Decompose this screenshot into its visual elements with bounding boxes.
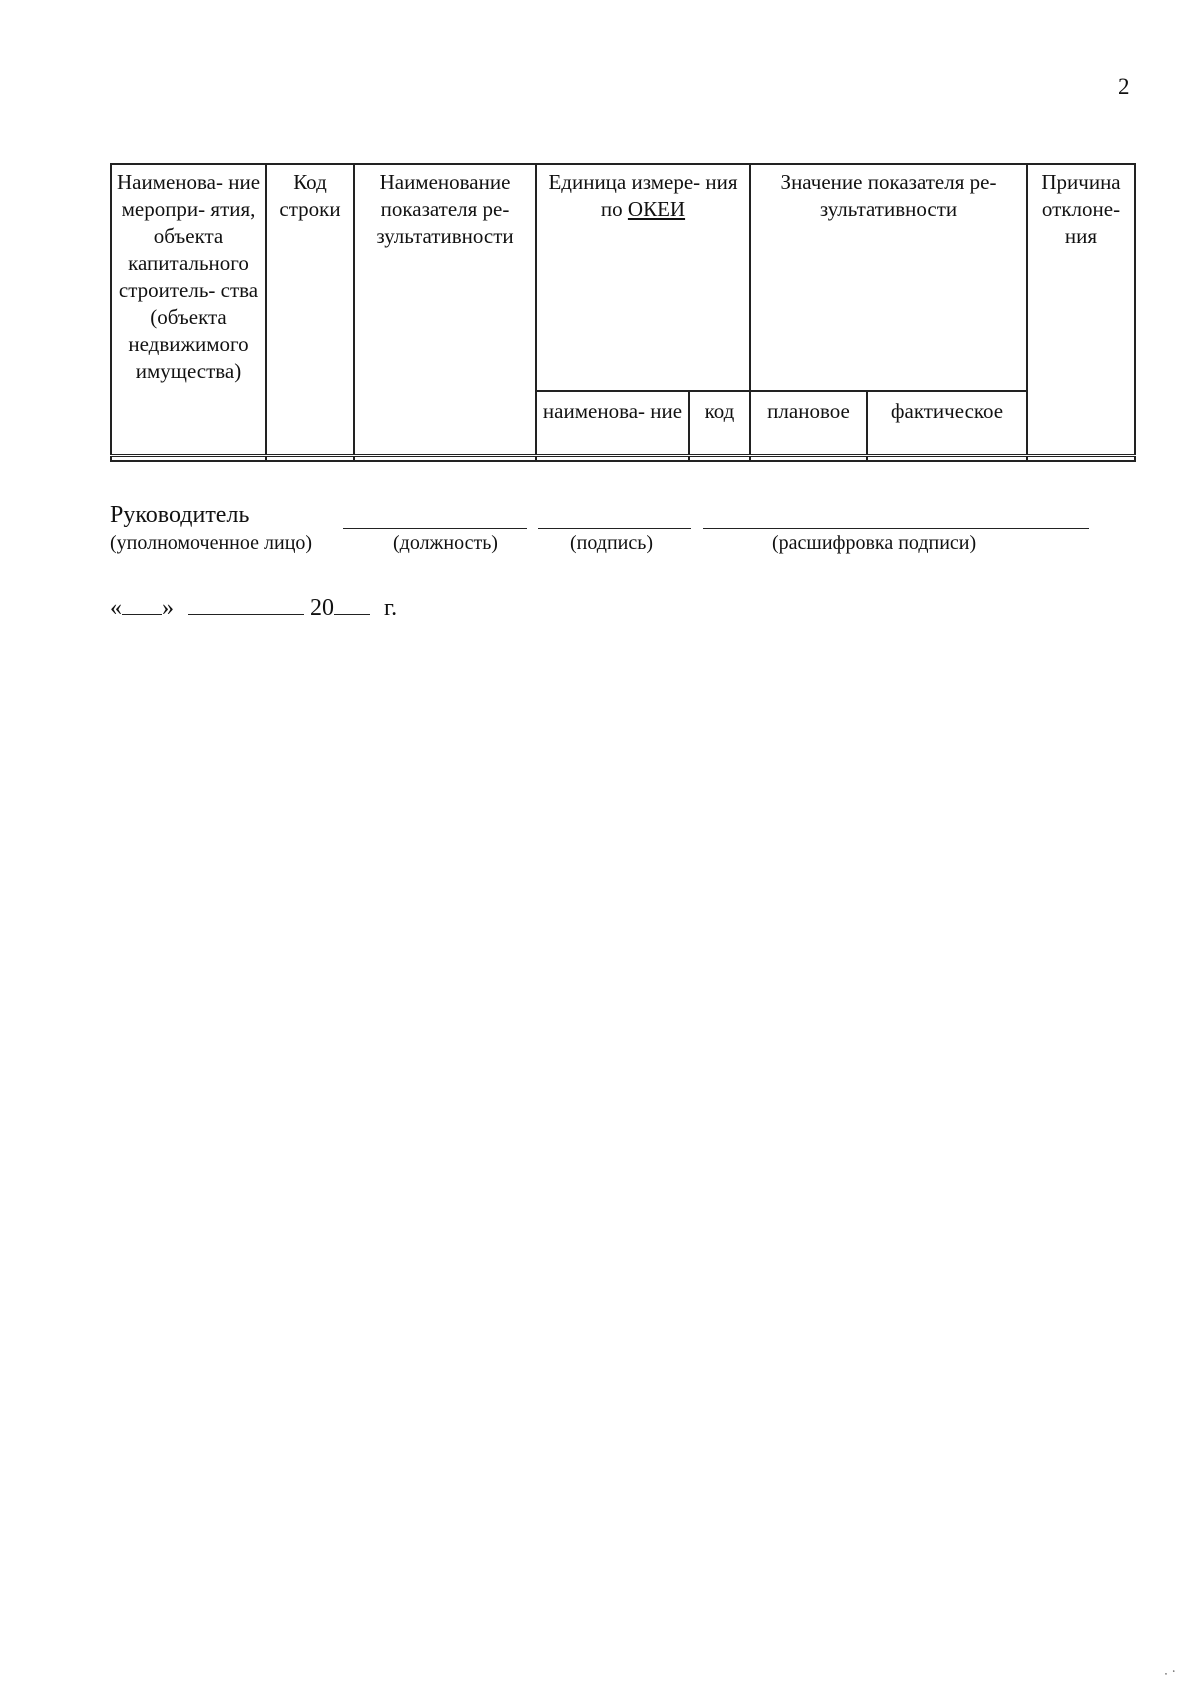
header-unit-okei: ОКЕИ [627,197,686,221]
header-row-code: Код строки [266,164,354,456]
decoding-line [703,528,1089,529]
date-open-quote: « [110,595,122,621]
year-suffix: г. [384,595,398,621]
table-row [111,456,1135,462]
date-line [110,592,397,622]
subheader-value-planned: плановое [750,391,867,456]
year-blank [334,592,370,615]
day-blank [122,592,162,615]
header-deviation-reason: Причина отклоне- ния [1027,164,1135,456]
signature-line [538,528,691,529]
caption-person: (уполномоченное лицо) [110,532,313,554]
position-line [343,528,527,529]
header-unit-prefix: Единица измере- ния по [548,170,738,221]
header-unit [536,164,750,391]
header-indicator-name: Наименование показателя ре- зультативности [354,164,536,456]
signature-role: Руководитель [110,502,250,528]
header-event-name: Наименова- ние меропри- ятия, объекта капитального строитель- ства (объекта недвижимого имущества) [111,164,266,456]
subheader-value-actual: фактическое [867,391,1027,456]
header-indicator-value: Значение показателя ре- зультативности [750,164,1027,391]
subheader-unit-name: наименова- ние [536,391,689,456]
table-header-row [111,164,1135,391]
date-close-quote: » [162,595,174,621]
caption-signature: (подпись) [570,532,654,554]
caption-position: (должность) [393,532,498,554]
subheader-unit-code: код [689,391,750,456]
page-number: 2 [1118,74,1130,99]
scan-mark-icon: · · [1161,1664,1179,1683]
signature-block [110,502,1090,562]
month-blank [188,592,304,615]
indicator-table [110,163,1136,462]
caption-decoding: (расшифровка подписи) [772,532,977,554]
year-prefix: 20 [310,595,334,621]
